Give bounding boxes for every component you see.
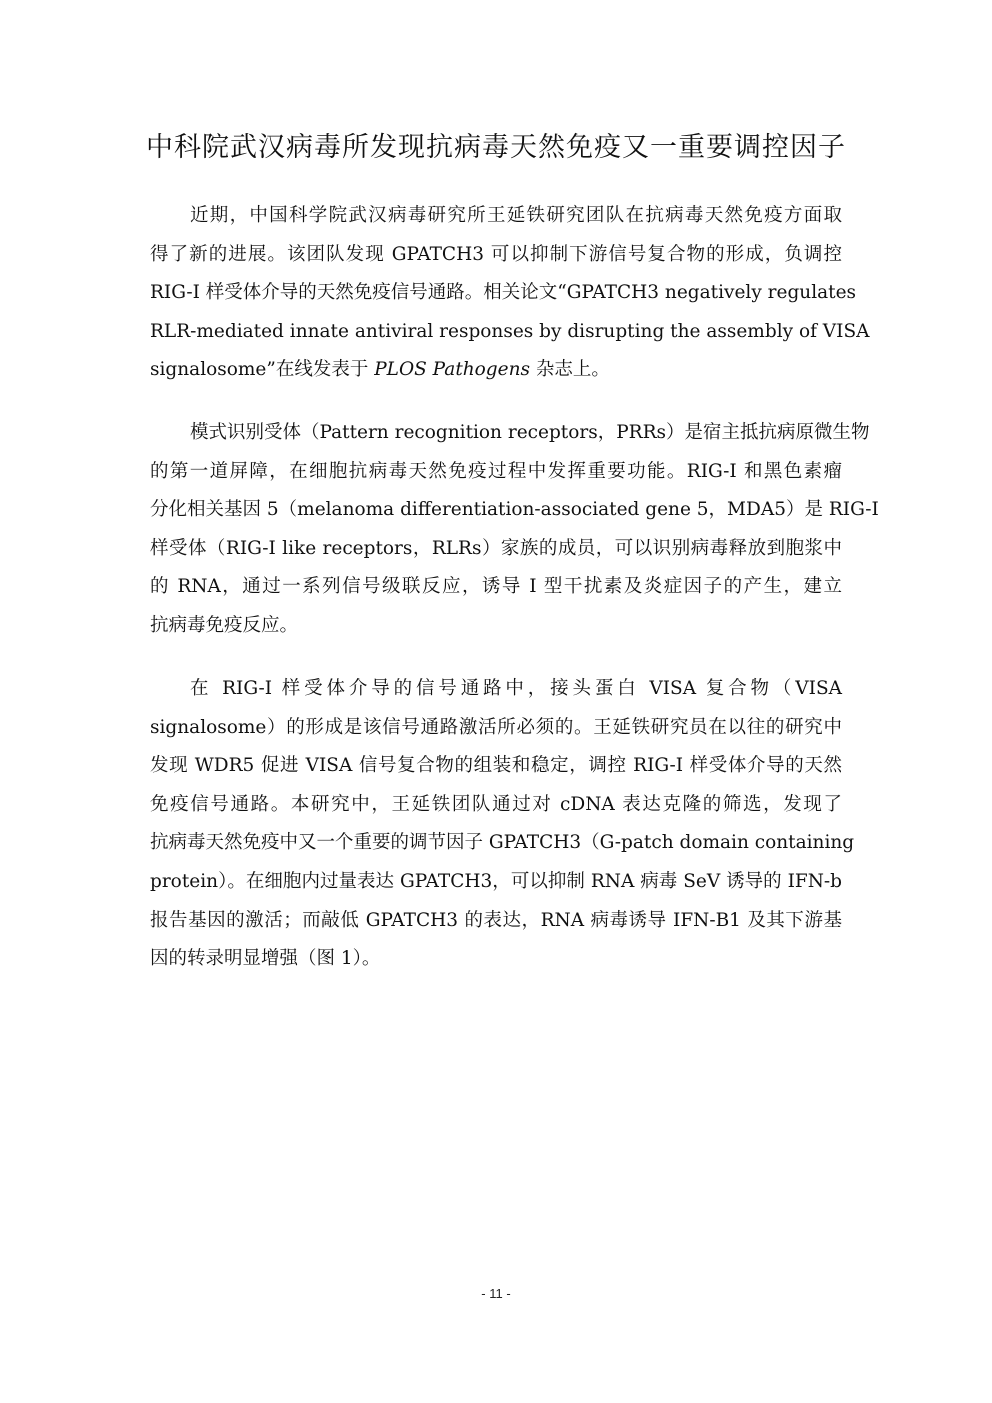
paragraph-3	[150, 670, 855, 979]
paragraph-2	[150, 414, 879, 646]
text-line: signalosome）的形成是该信号通路激活所必须的。王延铁研究员在以往的研究中	[150, 716, 842, 738]
text-line: 抗病毒天然免疫中又一个重要的调节因子 GPATCH3（G-patch domain containing	[150, 832, 855, 854]
text-line: 得了新的进展。该团队发现 GPATCH3 可以抑制下游信号复合物的形成，负调控	[150, 243, 842, 265]
text-line: 在 RIG-I 样受体介导的信号通路中，接头蛋白 VISA 复合物（VISA	[190, 678, 842, 699]
text-line: 发现 WDR5 促进 VISA 信号复合物的组装和稳定，调控 RIG-I 样受体介导的天然	[150, 755, 842, 777]
page-number: - 11 -	[481, 1286, 511, 1301]
text-line: 近期，中国科学院武汉病毒研究所王延铁研究团队在抗病毒天然免疫方面取	[190, 205, 842, 226]
text-line: 样受体（RIG-I like receptors，RLRs）家族的成员，可以识别病毒释放到胞浆中	[150, 537, 842, 559]
text-line: RIG-I 样受体介导的天然免疫信号通路。相关论文“GPATCH3 negatively regulates	[150, 282, 857, 304]
text-line: 报告基因的激活；而敲低 GPATCH3 的表达，RNA 病毒诱导 IFN-B1 及其下游基	[150, 909, 842, 931]
journal-name: PLOS Pathogens	[374, 359, 531, 381]
text-line: 的第一道屏障，在细胞抗病毒天然免疫过程中发挥重要功能。RIG-I 和黑色素瘤	[150, 460, 842, 482]
text-line: 因的转录明显增强（图 1）。	[150, 948, 381, 970]
article-title: 中科院武汉病毒所发现抗病毒天然免疫又一重要调控因子	[146, 132, 846, 163]
text-line: protein）。在细胞内过量表达 GPATCH3，可以抑制 RNA 病毒 SeV 诱导的 IFN-b	[150, 870, 842, 892]
text-line-start: signalosome”在线发表于	[150, 359, 375, 381]
text-line-end: 杂志上。	[530, 359, 610, 381]
text-line: 分化相关基因 5（melanoma differentiation-associated gene 5，MDA5）是 RIG-I	[150, 499, 879, 521]
paragraph-1	[150, 197, 870, 390]
text-line: 免疫信号通路。本研究中，王延铁团队通过对 cDNA 表达克隆的筛选，发现了	[150, 793, 842, 815]
text-line: 模式识别受体（Pattern recognition receptors，PRRs）是宿主抵抗病原微生物	[190, 422, 870, 443]
text-line: 抗病毒免疫反应。	[150, 614, 299, 636]
text-line: 的 RNA，通过一系列信号级联反应，诱导 I 型干扰素及炎症因子的产生，建立	[150, 576, 842, 598]
text-line	[150, 351, 842, 390]
text-line: RLR-mediated innate antiviral responses by disrupting the assembly of VISA	[150, 320, 870, 342]
